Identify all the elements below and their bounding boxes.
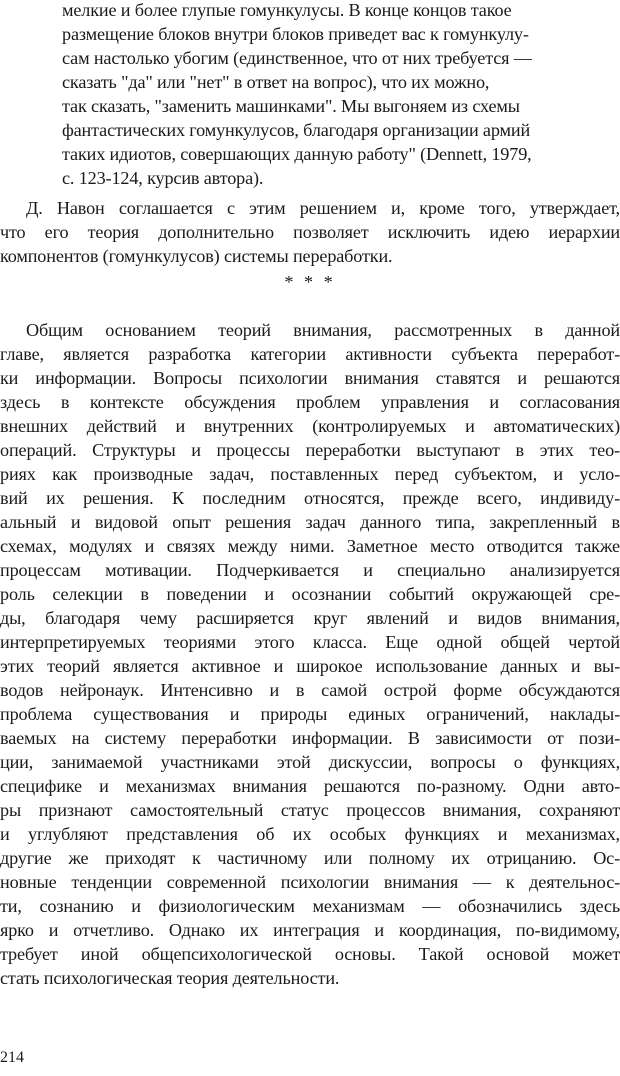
paragraph-line: главе, является разработка категории активности субъекта переработ- [0, 344, 620, 364]
paragraph-line: специфике и механизмах внимания решаются по-разному. Одни авто- [0, 776, 620, 796]
paragraph-line: водов нейронаук. Интенсивно и в самой острой форме обсуждаются [0, 680, 620, 700]
paragraph-line: новные тенденции современной психологии внимания — к деятельнос- [0, 872, 620, 892]
paragraph-line: интерпретируемых теориями этого класса. Еще одной общей чертой [0, 632, 620, 652]
paragraph-line: роль селекции в поведении и осознании событий окружающей сре- [0, 584, 620, 604]
paragraph-line: процессам мотивации. Подчеркивается и специально анализируется [0, 560, 620, 580]
paragraph-line: стать психологическая теория деятельности. [0, 968, 340, 988]
section-separator: * * * [284, 272, 336, 292]
paragraph-line: другие же приходят к частичному или полному их отрицанию. Ос- [0, 848, 620, 868]
paragraph-line: здесь в контексте обсуждения проблем управления и согласования [0, 392, 620, 412]
paragraph-line: и углубляют представления об их особых функциях и механизмах, [0, 824, 620, 844]
paragraph-line: операций. Структуры и процессы переработки выступают в этих тео- [0, 440, 620, 460]
paragraph-line: ти, сознанию и физиологическим механизмам — обозначились здесь [0, 896, 620, 916]
quote-line: размещение блоков внутри блоков приведет вас к гомункулу- [62, 24, 529, 44]
quote-line: так сказать, "заменить машинками". Мы выгоняем из схемы [62, 96, 520, 116]
paragraph-line: Д. Навон соглашается с этим решением и, кроме того, утверждает, [26, 198, 620, 218]
quote-line: фантастических гомункулусов, благодаря организации армий [62, 120, 531, 140]
paragraph-line: Общим основанием теорий внимания, рассмотренных в данной [26, 320, 620, 340]
paragraph-line: этих теорий является активное и широкое использование данных и вы- [0, 656, 620, 676]
quote-line: сам настолько убогим (единственное, что от них требуется — [62, 48, 532, 68]
paragraph-line: требует иной общепсихологической основы. Такой основой может [0, 944, 620, 964]
paragraph-line: ры признают самостоятельный статус процессов внимания, сохраняют [0, 800, 620, 820]
paragraph-line: внешних действий и внутренних (контролируемых и автоматических) [0, 416, 620, 436]
paragraph-line: компонентов (гомункулусов) системы переработки. [0, 246, 393, 266]
paragraph-line: ции, занимаемой участниками этой дискуссии, вопросы о функциях, [0, 752, 620, 772]
paragraph-line: альный и видовой опыт решения задач данного типа, закрепленный в [0, 512, 620, 532]
paragraph-line: ваемых на систему переработки информации. В зависимости от пози- [0, 728, 620, 748]
paragraph-line: схемах, модулях и связях между ними. Заметное место отводится также [0, 536, 620, 556]
quote-line: таких идиотов, совершающих данную работу" (Dennett, 1979, [62, 144, 532, 164]
page-number: 214 [0, 1049, 24, 1066]
paragraph-line: ярко и отчетливо. Однако их интеграция и координация, по-видимому, [0, 920, 620, 940]
quote-line: сказать "да" или "нет" в ответ на вопрос), что их можно, [62, 72, 490, 92]
paragraph-line: вий их решения. К последним относятся, прежде всего, индивиду- [0, 488, 620, 508]
paragraph-line: риях как производные задач, поставленных перед субъектом, и усло- [0, 464, 620, 484]
paragraph-line: ки информации. Вопросы психологии внимания ставятся и решаются [0, 368, 620, 388]
quote-line: мелкие и более глупые гомункулусы. В конце концов такое [62, 0, 512, 20]
paragraph-line: проблема существования и природы единых ограничений, наклады- [0, 704, 620, 724]
paragraph-line: ды, благодаря чему расширяется круг явлений и видов внимания, [0, 608, 620, 628]
paragraph-line: что его теория дополнительно позволяет исключить идею иерархии [0, 222, 620, 242]
quote-line: с. 123-124, курсив автора). [62, 168, 264, 188]
